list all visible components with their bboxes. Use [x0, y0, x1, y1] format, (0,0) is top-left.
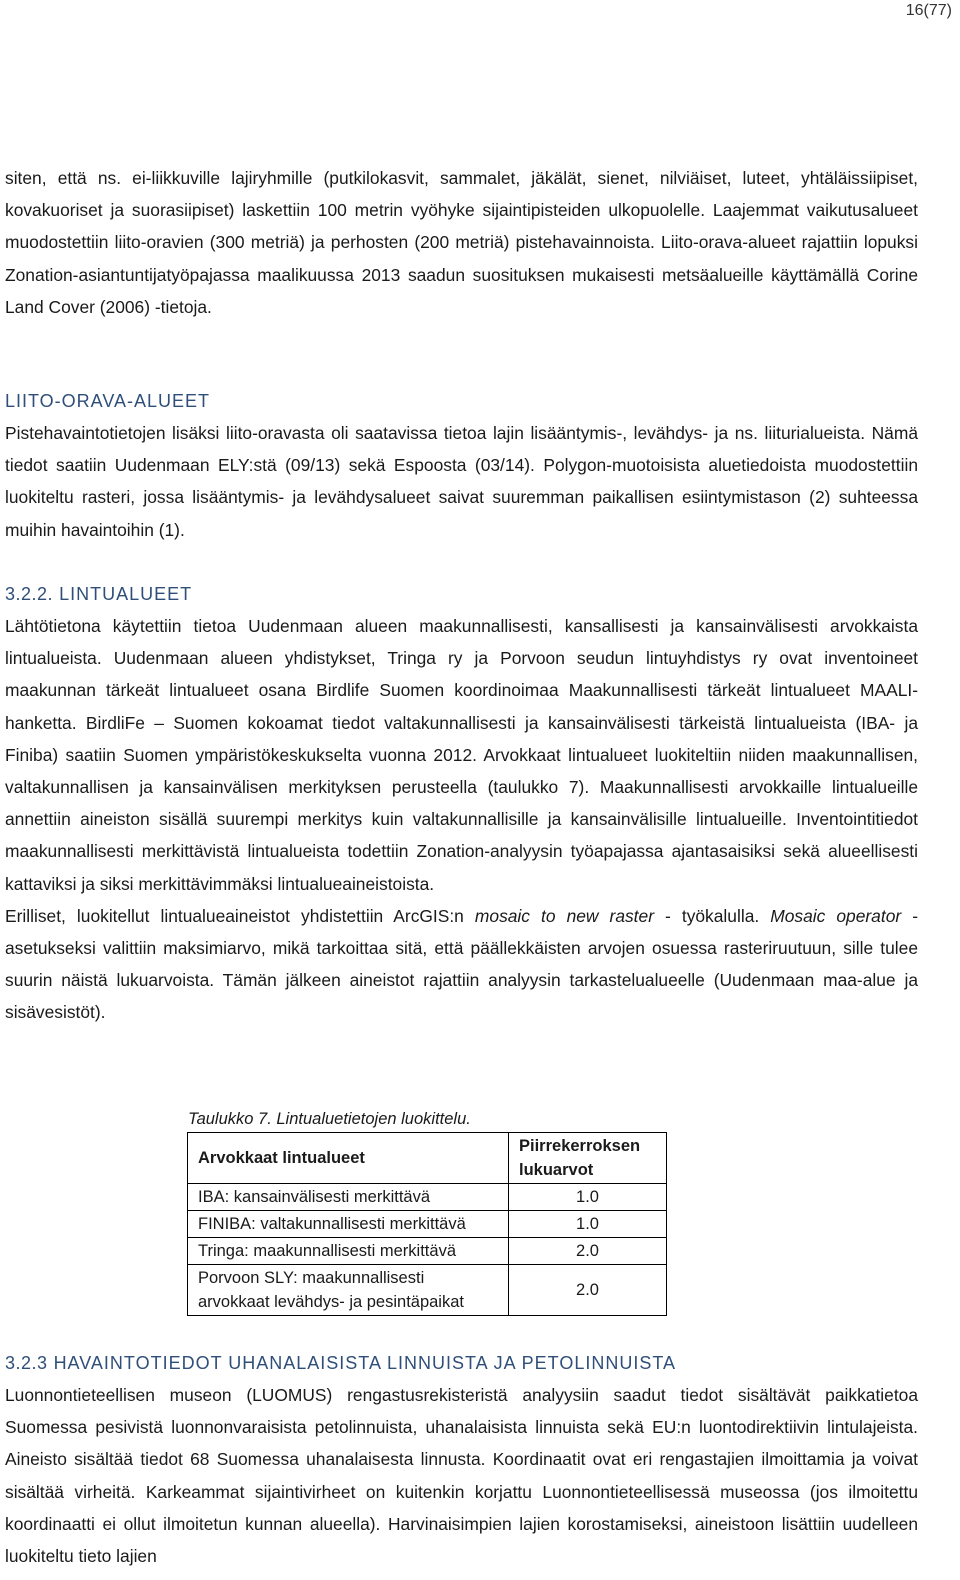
lintu-p2-text-a: Erilliset, luokitellut lintualueaineistot yhdistettiin ArcGIS:n — [5, 905, 475, 926]
lintu-p2-text-b: - työkalulla. — [653, 905, 771, 926]
uhana-paragraph: Luonnontieteellisen museon (LUOMUS) rengastusrekisteristä analyysiin saadut tiedot sisältävät paikkatietoa Suomessa pesivistä luonnonvaraisista petolinnuista, uhanalaisista linnuista sekä EU:n luontodirektiivin lintulajeista. Aineisto sisältää tiedot 68 Suomessa uhanalaisesta linnusta. Koordinaatit ovat eri rengastajien ilmoittamia ja voivat sisältää virheitä. Karkeammat sijaintivirheet on kuitenkin korjattu Luonnontieteellisessä museossa (jos ilmoitettu koordinaatti ei ollut ilmoitetun kunnan alueella). Harvinaisimpien lajien korostamiseksi, aineistoon lisättiin uudelleen luokiteltu tieto lajien — [5, 1385, 918, 1567]
table-row — [188, 1265, 667, 1316]
uhana-heading-text: HAVAINTOTIEDOT UHANALAISISTA LINNUISTA JA PETOLINNUISTA — [53, 1353, 677, 1373]
uhana-section — [5, 1348, 918, 1572]
liito-section — [5, 386, 918, 546]
lintu-paragraph-2 — [5, 900, 918, 1029]
lintu-section — [5, 579, 918, 1029]
table-header-cell: Piirrekerroksen lukuarvot — [509, 1133, 667, 1184]
page-number: 16(77) — [905, 2, 952, 19]
lintu-p2-italic-1: mosaic to new raster — [474, 905, 654, 926]
table-header-row — [188, 1133, 667, 1184]
table-caption: Taulukko 7. Lintualuetietojen luokittelu. — [188, 1110, 471, 1128]
uhana-heading — [5, 1348, 918, 1378]
uhana-heading-number: 3.2.3 — [5, 1353, 48, 1373]
intro-paragraph: siten, että ns. ei-liikkuville lajiryhmille (putkilokasvit, sammalet, jäkälät, sienet, nilviäiset, luteet, yhtäläissiipiset, kovakuoriset ja suorasiipiset) laskettiin 100 metrin vyöhyke sijaintipisteiden ulkopuolelle. Laajemmat vaikutusalueet muodostettiin liito-oravien (300 metriä) ja perhosten (200 metriä) pistehavainnoista. Liito-orava-alueet rajattiin lopuksi Zonation-asiantuntijatyöpajassa maalikuussa 2013 saadun suosituksen mukaisesti metsäalueille käyttämällä Corine Land Cover (2006) -tietoja. — [5, 168, 918, 317]
table-row — [188, 1238, 667, 1265]
classification-table — [187, 1132, 667, 1316]
lintu-p2-italic-2: Mosaic operator — [770, 905, 902, 926]
table-cell: 1.0 — [509, 1211, 667, 1238]
table-cell: FINIBA: valtakunnallisesti merkittävä — [188, 1211, 509, 1238]
intro-block — [5, 162, 918, 323]
lintu-heading — [5, 579, 918, 609]
table-cell: 1.0 — [509, 1184, 667, 1211]
liito-paragraph: Pistehavaintotietojen lisäksi liito-oravasta oli saatavissa tietoa lajin lisääntymis-, levähdys- ja ns. liiturialueista. Nämä tiedot saatiin Uudenmaan ELY:stä (09/13) sekä Espoosta (03/14). Polygon-muotoisista aluetiedoista muodostettiin luokiteltu rasteri, jossa lisääntymis- ja levähdysalueet saivat suuremman paikallisen esiintymistason (2) suhteessa muihin havaintoihin (1). — [5, 423, 918, 540]
lintu-heading-text: LINTUALUEET — [59, 584, 193, 604]
table-cell: Porvoon SLY: maakunnallisesti arvokkaat levähdys- ja pesintäpaikat — [188, 1265, 509, 1316]
table-cell: 2.0 — [509, 1238, 667, 1265]
table-cell: Tringa: maakunnallisesti merkittävä — [188, 1238, 509, 1265]
table-cell: IBA: kansainvälisesti merkittävä — [188, 1184, 509, 1211]
table-row — [188, 1211, 667, 1238]
liito-heading: LIITO-ORAVA-ALUEET — [5, 391, 211, 411]
table-header-cell: Arvokkaat lintualueet — [188, 1133, 509, 1184]
table-cell: 2.0 — [509, 1265, 667, 1316]
table-row — [188, 1184, 667, 1211]
lintu-heading-number: 3.2.2. — [5, 584, 54, 604]
lintu-p2-text-c: -asetukseksi valittiin maksimiarvo, mikä tarkoittaa sitä, että päällekkäisten arvojen osuessa rasteriruutuun, sille tulee suurin näistä lukuarvoista. Tämän jälkeen aineistot rajattiin analyysin tarkastelualueelle (Uudenmaan maa-alue ja sisävesistöt). — [5, 905, 918, 1023]
lintu-paragraph-1: Lähtötietona käytettiin tietoa Uudenmaan alueen maakunnallisesti, kansallisesti ja kansainvälisesti arvokkaista lintualueista. Uudenmaan alueen yhdistykset, Tringa ry ja Porvoon seudun lintuyhdistys ry ovat inventoineet maakunnan tärkeät lintualueet osana Birdlife Suomen koordinoimaa Maakunnallisesti tärkeät lintualueet MAALI-hanketta. BirdliFe – Suomen kokoamat tiedot valtakunnallisesti ja kansainvälisesti tärkeistä lintualueista (IBA- ja Finiba) saatiin Suomen ympäristökeskukselta vuonna 2012. Arvokkaat lintualueet luokiteltiin niiden maakunnallisen, valtakunnallisen ja kansainvälisen merkityksen perusteella (taulukko 7). Maakunnallisesti arvokkaille lintualueille annettiin aineiston sisällä suurempi merkitys kuin valtakunnallisille ja kansainvälisille lintualueille. Inventointitiedot maakunnallisesti merkittävistä lintualueista todettiin Zonation-analyysin työapajassa ajantasaisiksi sekä alueellisesti kattaviksi ja siksi merkittävimmäksi lintualueaineistoista. — [5, 616, 918, 894]
